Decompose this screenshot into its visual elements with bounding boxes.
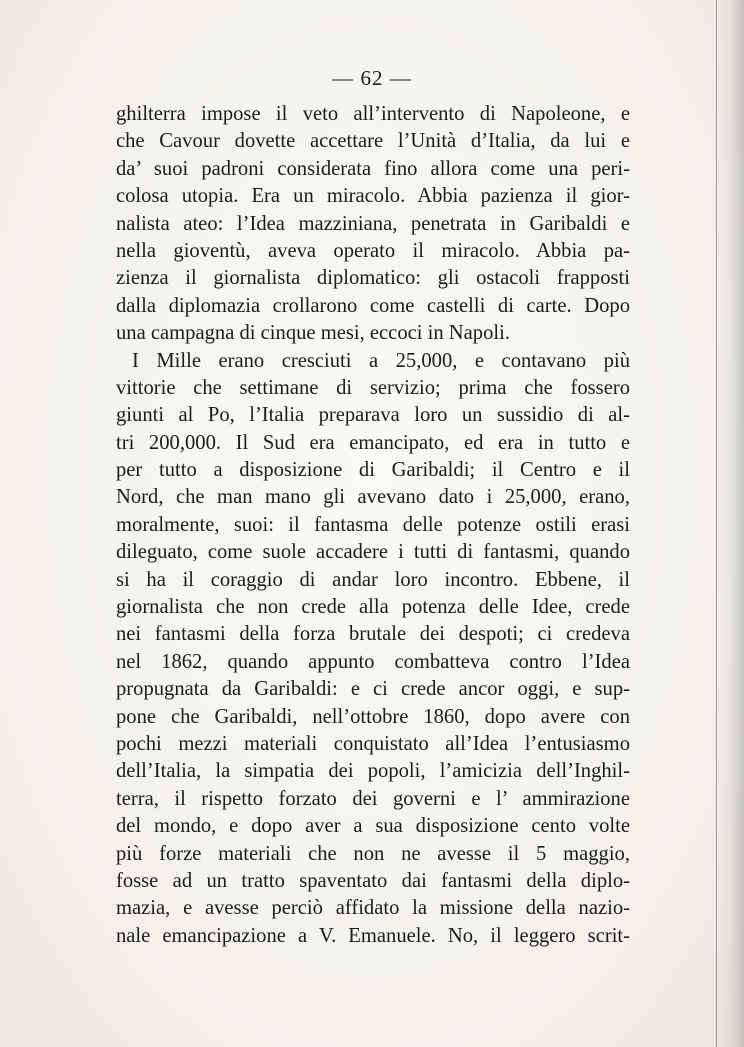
text-line: più forze materiali che non ne avesse il 5 maggio, xyxy=(116,842,630,865)
text-line: colosa utopia. Era un miracolo. Abbia pazienza il gior- xyxy=(116,185,630,208)
text-line: fosse ad un tratto spaventato dai fantasmi della diplo- xyxy=(116,869,630,892)
text-line: ghilterra impose il veto all’intervento di Napoleone, e xyxy=(116,103,630,125)
body-text xyxy=(116,101,630,950)
text-line: pone che Garibaldi, nell’ottobre 1860, dopo avere con xyxy=(116,705,630,728)
text-line: dalla diplomazia crollarono come castelli di carte. Dopo xyxy=(116,294,630,317)
text-line: moralmente, suoi: il fantasma delle potenze ostili erasi xyxy=(116,513,630,536)
text-line: nei fantasmi della forza brutale dei despoti; ci credeva xyxy=(116,623,630,646)
text-line: mazia, e avesse perciò affidato la missione della nazio- xyxy=(116,897,630,920)
text-line: una campagna di cinque mesi, eccoci in Napoli. xyxy=(116,322,510,345)
text-line: tri 200,000. Il Sud era emancipato, ed era in tutto e xyxy=(116,431,630,454)
text-line: da’ suoi padroni considerata fino allora come una peri- xyxy=(116,157,630,180)
text-line: vittorie che settimane di servizio; prima che fossero xyxy=(116,376,630,399)
text-line: nella gioventù, aveva operato il miracolo. Abbia pa- xyxy=(116,239,630,262)
text-line: giunti al Po, l’Italia preparava loro un sussidio di al- xyxy=(116,404,630,427)
text-line: si ha il coraggio di andar loro incontro. Ebbene, il xyxy=(116,568,630,591)
text-line: Nord, che man mano gli avevano dato i 25,000, erano, xyxy=(116,486,630,509)
text-line: per tutto a disposizione di Garibaldi; il Centro e il xyxy=(116,459,630,482)
text-line: del mondo, e dopo aver a sua disposizione cento volte xyxy=(116,815,630,838)
text-line: dell’Italia, la simpatia dei popoli, l’amicizia dell’Inghil- xyxy=(116,760,630,783)
text-line: terra, il rispetto forzato dei governi e l’ ammirazione xyxy=(116,787,630,810)
text-line: pochi mezzi materiali conquistato all’Idea l’entusiasmo xyxy=(116,732,630,755)
text-line: nalista ateo: l’Idea mazziniana, penetrata in Garibaldi e xyxy=(116,212,630,235)
text-line: zienza il giornalista diplomatico: gli ostacoli frapposti xyxy=(116,267,630,290)
text-line: I Mille erano cresciuti a 25,000, e contavano più xyxy=(132,349,630,372)
text-line: che Cavour dovette accettare l’Unità d’Italia, da lui e xyxy=(116,130,630,153)
text-line: giornalista che non crede alla potenza delle Idee, crede xyxy=(116,596,630,619)
text-line: nale emancipazione a V. Emanuele. No, il leggero scrit- xyxy=(116,924,630,947)
text-line: propugnata da Garibaldi: e ci crede ancor oggi, e sup- xyxy=(116,678,630,701)
page-edge-line xyxy=(716,0,717,1047)
page-edge-shadow xyxy=(714,0,744,1047)
page-number: — 62 — xyxy=(332,66,412,90)
text-line: dileguato, come suole accadere i tutti di fantasmi, quando xyxy=(116,541,630,564)
text-line: nel 1862, quando appunto combatteva contro l’Idea xyxy=(116,650,630,673)
